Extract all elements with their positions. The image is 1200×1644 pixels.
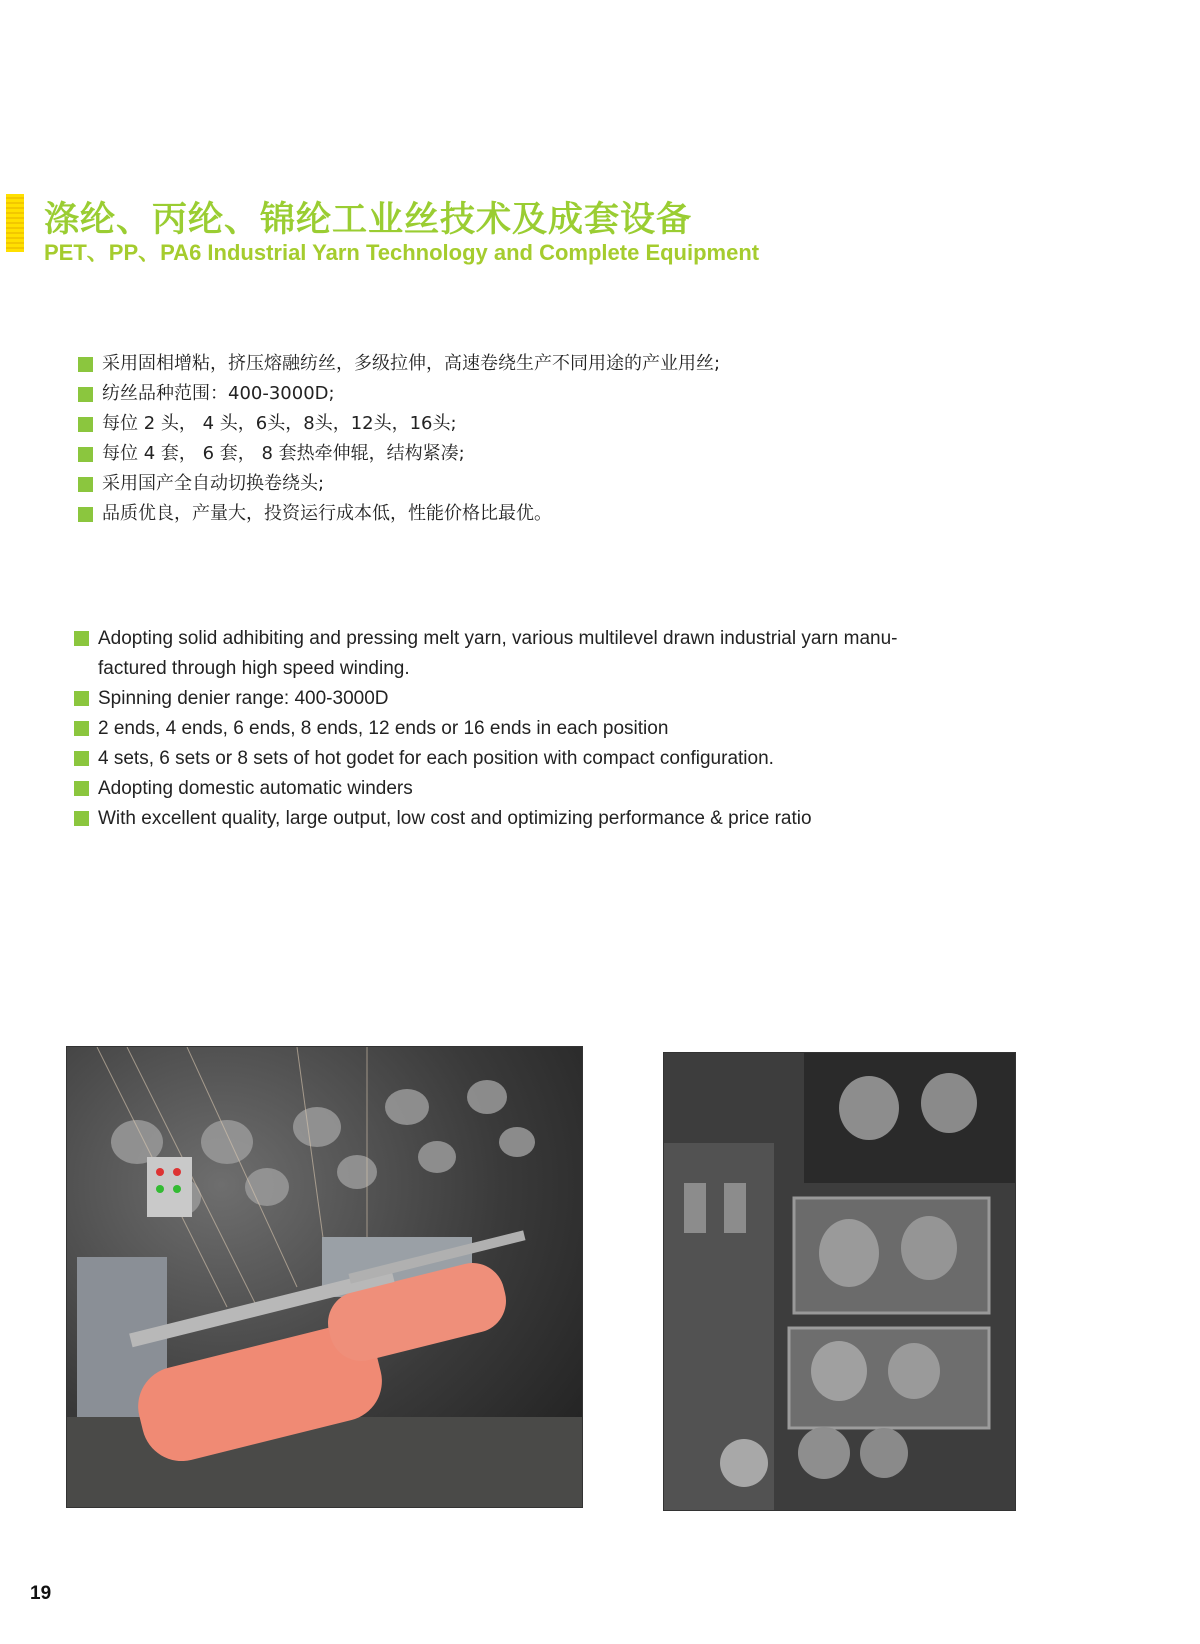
- list-item: Adopting solid adhibiting and pressing melt yarn, various multilevel drawn industrial yarn manu- factured through high speed winding.: [74, 624, 897, 684]
- bullet-square-icon: [74, 631, 89, 646]
- list-item: Spinning denier range: 400-3000D: [74, 684, 897, 714]
- bullet-square-icon: [74, 751, 89, 766]
- features-list-chinese: [78, 349, 720, 529]
- godet-machine-illustration: [664, 1053, 1015, 1510]
- bullet-square-icon: [78, 447, 93, 462]
- features-list-english: [74, 624, 897, 834]
- bullet-square-icon: [78, 357, 93, 372]
- bullet-square-icon: [78, 477, 93, 492]
- bullet-square-icon: [74, 721, 89, 736]
- bullet-square-icon: [78, 507, 93, 522]
- list-item: 采用固相增粘，挤压熔融纺丝，多级拉伸，高速卷绕生产不同用途的产业用丝;: [78, 349, 720, 379]
- bullet-square-icon: [78, 387, 93, 402]
- photo-hot-godets: [663, 1052, 1016, 1511]
- photo-yarn-winders: [66, 1046, 583, 1508]
- list-item: 每位 2 头， 4 头，6头，8头，12头，16头;: [78, 409, 720, 439]
- title-chinese: 涤纶、丙纶、锦纶工业丝技术及成套设备: [44, 200, 693, 240]
- list-item: 品质优良，产量大，投资运行成本低，性能价格比最优。: [78, 499, 720, 529]
- page-number: 19: [30, 1583, 52, 1604]
- bullet-square-icon: [74, 781, 89, 796]
- winder-machine-illustration: [67, 1047, 582, 1507]
- title-accent-bar: [6, 194, 24, 252]
- list-item: 4 sets, 6 sets or 8 sets of hot godet for each position with compact configuration.: [74, 744, 897, 774]
- list-item: Adopting domestic automatic winders: [74, 774, 897, 804]
- list-item: 采用国产全自动切换卷绕头;: [78, 469, 720, 499]
- list-item: With excellent quality, large output, low cost and optimizing performance & price ratio: [74, 804, 897, 834]
- list-item: 每位 4 套， 6 套， 8 套热牵伸辊，结构紧凑;: [78, 439, 720, 469]
- bullet-square-icon: [74, 691, 89, 706]
- bullet-square-icon: [78, 417, 93, 432]
- bullet-square-icon: [74, 811, 89, 826]
- title-english: PET、PP、PA6 Industrial Yarn Technology and Complete Equipment: [44, 240, 760, 265]
- list-item: 2 ends, 4 ends, 6 ends, 8 ends, 12 ends or 16 ends in each position: [74, 714, 897, 744]
- list-item: 纺丝品种范围：400-3000D;: [78, 379, 720, 409]
